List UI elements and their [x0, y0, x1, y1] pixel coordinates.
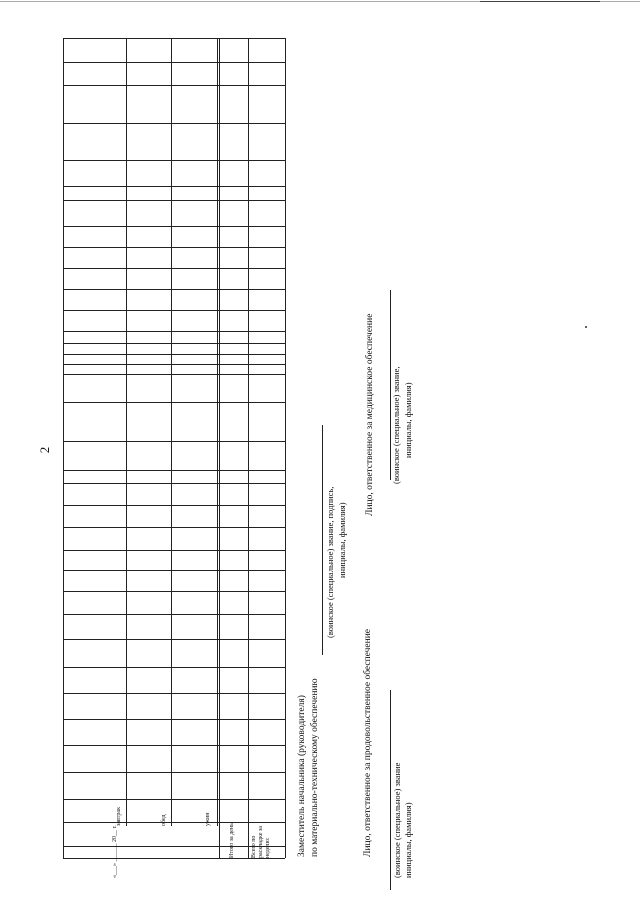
table-column-line: [248, 38, 249, 858]
medical-caption-1: (воинское (специальное) звание,: [391, 366, 401, 484]
scan-speck: [585, 326, 587, 328]
medical-responsible-title: Лицо, ответственное за медицинское обеспечение: [365, 313, 375, 516]
total-day-label: Итого за день:: [229, 821, 235, 858]
page-number: 2: [37, 446, 52, 454]
table-row-line: [63, 745, 285, 746]
table-row-line: [63, 822, 285, 823]
medical-caption-2: инициалы, фамилия): [403, 382, 413, 458]
deputy-title-1: Заместитель начальника (руководителя): [297, 695, 307, 857]
table-row-line: [63, 441, 285, 442]
table-row-line: [63, 470, 285, 471]
meal-label-breakfast: завтрак: [116, 807, 122, 826]
table-column-line: [219, 38, 220, 858]
scan-top-edge-dark: [480, 1, 600, 2]
table-row-line: [63, 160, 285, 161]
table-column-line: [217, 38, 218, 826]
table-row-line: [63, 772, 285, 773]
deputy-caption-1: (воинское (специальное) звание, подпись,: [325, 486, 335, 638]
table-row-line: [63, 799, 285, 800]
table-row-line: [63, 226, 285, 227]
deputy-title-2: по материально-техническому обеспечению: [310, 678, 320, 857]
table-row-line: [63, 570, 285, 571]
ration-table: [63, 38, 285, 858]
table-row-line: [63, 527, 285, 528]
table-column-line: [126, 38, 127, 826]
table-row-line: [63, 402, 285, 403]
table-row-line: [63, 310, 285, 311]
table-row-line: [63, 505, 285, 506]
table-row-line: [63, 364, 285, 365]
table-row-line: [63, 62, 285, 63]
table-row-line: [63, 123, 285, 124]
table-row-line: [63, 331, 285, 332]
food-signature-line: [390, 690, 391, 890]
total-week-label-1: Всего по: [251, 835, 257, 858]
food-caption-1: (воинское (специальное) звание: [392, 762, 402, 878]
table-row-line: [63, 483, 285, 484]
date-field: «___» ______ 20__ г.: [112, 825, 118, 878]
table-column-line: [171, 38, 172, 826]
table-row-line: [63, 343, 285, 344]
total-week-label-3: неделю:: [265, 837, 271, 858]
table-row-line: [63, 614, 285, 615]
table-row-line: [63, 591, 285, 592]
table-row-line: [63, 693, 285, 694]
table-column-line: [63, 38, 64, 858]
table-row-line: [63, 374, 285, 375]
table-row-line: [63, 289, 285, 290]
meal-label-dinner: ужин: [205, 812, 211, 826]
table-row-line: [63, 354, 285, 355]
table-row-line: [63, 85, 285, 86]
table-row-line: [63, 858, 285, 859]
food-responsible-title: Лицо, ответственное за продовольственное обеспечение: [363, 628, 373, 857]
table-row-line: [63, 186, 285, 187]
deputy-caption-2: инициалы, фамилия): [337, 502, 347, 578]
table-row-line: [63, 719, 285, 720]
table-column-line: [285, 38, 286, 858]
table-row-line: [63, 247, 285, 248]
meal-label-lunch: обед: [161, 814, 167, 826]
table-row-line: [63, 639, 285, 640]
table-row-line: [63, 268, 285, 269]
table-row-line: [63, 550, 285, 551]
total-week-label-2: раскладке за: [258, 826, 264, 858]
deputy-signature-line: [322, 425, 323, 655]
table-row-line: [63, 667, 285, 668]
food-caption-2: инициалы, фамилия): [403, 802, 413, 878]
table-row-line: [63, 200, 285, 201]
table-row-line: [63, 38, 285, 39]
